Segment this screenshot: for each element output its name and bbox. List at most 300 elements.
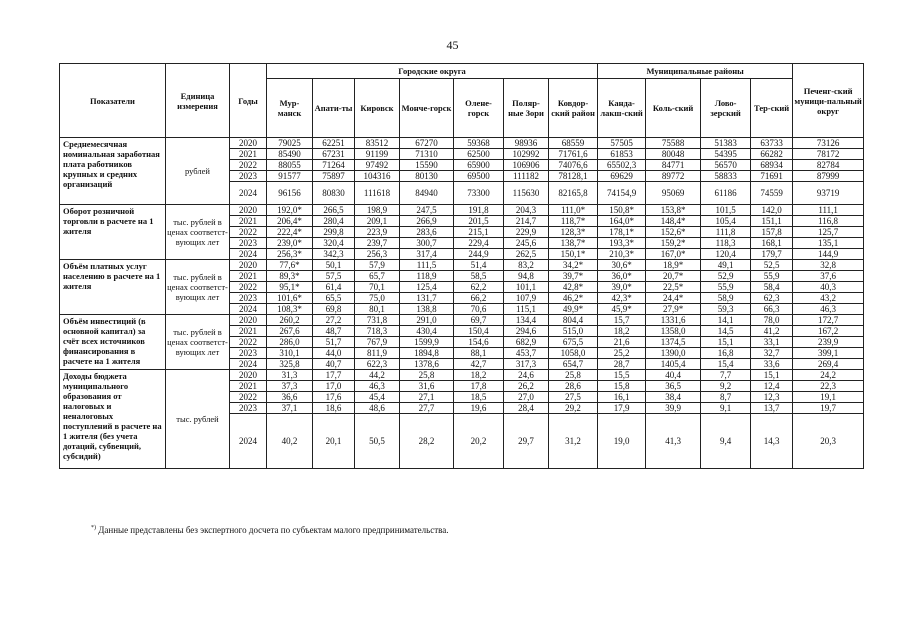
value-cell: 98936 <box>504 138 549 149</box>
value-cell: 19,1 <box>793 392 864 403</box>
value-cell: 52,9 <box>701 271 751 282</box>
value-cell: 18,6 <box>313 403 355 414</box>
value-cell: 21,6 <box>598 337 646 348</box>
value-cell: 17,0 <box>313 381 355 392</box>
value-cell: 20,1 <box>313 414 355 469</box>
value-cell: 317,3 <box>504 359 549 370</box>
value-cell: 52,5 <box>751 260 793 271</box>
value-cell: 39,9 <box>646 403 701 414</box>
value-cell: 36,0* <box>598 271 646 282</box>
header-col-murmansk: Мур-манск <box>267 79 313 138</box>
value-cell: 201,5 <box>454 216 504 227</box>
value-cell: 17,6 <box>313 392 355 403</box>
value-cell: 101,6* <box>267 293 313 304</box>
value-cell: 29,7 <box>504 414 549 469</box>
value-cell: 63733 <box>751 138 793 149</box>
value-cell: 148,4* <box>646 216 701 227</box>
value-cell: 178,1* <box>598 227 646 238</box>
value-cell: 18,2 <box>454 370 504 381</box>
value-cell: 70,1 <box>355 282 400 293</box>
value-cell: 25,8 <box>549 370 598 381</box>
value-cell: 767,9 <box>355 337 400 348</box>
value-cell: 14,5 <box>701 326 751 337</box>
value-cell: 134,4 <box>504 315 549 326</box>
value-cell: 71264 <box>313 160 355 171</box>
value-cell: 58,5 <box>454 271 504 282</box>
value-cell: 152,6* <box>646 227 701 238</box>
value-cell: 17,9 <box>598 403 646 414</box>
value-cell: 9,2 <box>701 381 751 392</box>
value-cell: 15,1 <box>701 337 751 348</box>
year-cell: 2020 <box>230 138 267 149</box>
value-cell: 267,6 <box>267 326 313 337</box>
statistics-table-container <box>59 63 863 469</box>
value-cell: 105,4 <box>701 216 751 227</box>
table-header <box>60 64 864 138</box>
value-cell: 153,8* <box>646 205 701 216</box>
value-cell: 214,7 <box>504 216 549 227</box>
value-cell: 48,6 <box>355 403 400 414</box>
value-cell: 150,8* <box>598 205 646 216</box>
value-cell: 85490 <box>267 149 313 160</box>
value-cell: 27,0 <box>504 392 549 403</box>
value-cell: 40,4 <box>646 370 701 381</box>
value-cell: 286,0 <box>267 337 313 348</box>
value-cell: 144,9 <box>793 249 864 260</box>
value-cell: 210,3* <box>598 249 646 260</box>
value-cell: 101,5 <box>701 205 751 216</box>
value-cell: 22,5* <box>646 282 701 293</box>
footnote <box>91 525 449 535</box>
value-cell: 19,0 <box>598 414 646 469</box>
header-col-pechenga: Печенг-ский муници-пальный округ <box>793 64 864 138</box>
value-cell: 106906 <box>504 160 549 171</box>
value-cell: 46,2* <box>549 293 598 304</box>
value-cell: 17,7 <box>313 370 355 381</box>
value-cell: 61,4 <box>313 282 355 293</box>
value-cell: 18,9* <box>646 260 701 271</box>
year-cell: 2021 <box>230 149 267 160</box>
value-cell: 15,7 <box>598 315 646 326</box>
value-cell: 69,7 <box>454 315 504 326</box>
value-cell: 15590 <box>400 160 454 171</box>
value-cell: 59,3 <box>701 304 751 315</box>
year-cell: 2021 <box>230 216 267 227</box>
value-cell: 71691 <box>751 171 793 182</box>
value-cell: 59368 <box>454 138 504 149</box>
value-cell: 15,8 <box>598 381 646 392</box>
value-cell: 804,4 <box>549 315 598 326</box>
value-cell: 229,9 <box>504 227 549 238</box>
value-cell: 239,0* <box>267 238 313 249</box>
value-cell: 14,1 <box>701 315 751 326</box>
year-cell: 2020 <box>230 315 267 326</box>
value-cell: 15,1 <box>751 370 793 381</box>
value-cell: 95069 <box>646 182 701 205</box>
value-cell: 82165,8 <box>549 182 598 205</box>
value-cell: 50,5 <box>355 414 400 469</box>
value-cell: 65900 <box>454 160 504 171</box>
value-cell: 14,3 <box>751 414 793 469</box>
table-row <box>60 138 864 149</box>
value-cell: 245,6 <box>504 238 549 249</box>
value-cell: 229,4 <box>454 238 504 249</box>
value-cell: 97492 <box>355 160 400 171</box>
year-cell: 2022 <box>230 282 267 293</box>
value-cell: 27,2 <box>313 315 355 326</box>
value-cell: 28,7 <box>598 359 646 370</box>
value-cell: 239,7 <box>355 238 400 249</box>
value-cell: 1894,8 <box>400 348 454 359</box>
header-col-kola: Коль-ский <box>646 79 701 138</box>
value-cell: 159,2* <box>646 238 701 249</box>
value-cell: 69629 <box>598 171 646 182</box>
value-cell: 453,7 <box>504 348 549 359</box>
value-cell: 262,5 <box>504 249 549 260</box>
table-row <box>60 260 864 271</box>
header-unit: Единица измерения <box>166 64 230 138</box>
value-cell: 37,6 <box>793 271 864 282</box>
value-cell: 179,7 <box>751 249 793 260</box>
value-cell: 39,0* <box>598 282 646 293</box>
value-cell: 67270 <box>400 138 454 149</box>
value-cell: 42,3* <box>598 293 646 304</box>
value-cell: 256,3 <box>355 249 400 260</box>
value-cell: 42,7 <box>454 359 504 370</box>
value-cell: 15,5 <box>598 370 646 381</box>
value-cell: 8,7 <box>701 392 751 403</box>
value-cell: 38,4 <box>646 392 701 403</box>
value-cell: 317,4 <box>400 249 454 260</box>
value-cell: 135,1 <box>793 238 864 249</box>
value-cell: 167,0* <box>646 249 701 260</box>
value-cell: 33,6 <box>751 359 793 370</box>
value-cell: 91577 <box>267 171 313 182</box>
value-cell: 71310 <box>400 149 454 160</box>
value-cell: 74154,9 <box>598 182 646 205</box>
value-cell: 1374,5 <box>646 337 701 348</box>
value-cell: 68934 <box>751 160 793 171</box>
value-cell: 291,0 <box>400 315 454 326</box>
value-cell: 19,7 <box>793 403 864 414</box>
value-cell: 62,3 <box>751 293 793 304</box>
value-cell: 36,5 <box>646 381 701 392</box>
value-cell: 56570 <box>701 160 751 171</box>
value-cell: 294,6 <box>504 326 549 337</box>
value-cell: 67231 <box>313 149 355 160</box>
unit-label: тыс. рублей в ценах соответст-вующих лет <box>166 315 230 370</box>
value-cell: 88055 <box>267 160 313 171</box>
value-cell: 57,9 <box>355 260 400 271</box>
value-cell: 30,6* <box>598 260 646 271</box>
value-cell: 75897 <box>313 171 355 182</box>
value-cell: 55,9 <box>701 282 751 293</box>
value-cell: 17,8 <box>454 381 504 392</box>
value-cell: 206,4* <box>267 216 313 227</box>
value-cell: 111,5 <box>400 260 454 271</box>
value-cell: 9,1 <box>701 403 751 414</box>
value-cell: 45,9* <box>598 304 646 315</box>
year-cell: 2020 <box>230 260 267 271</box>
value-cell: 66,2 <box>454 293 504 304</box>
value-cell: 84771 <box>646 160 701 171</box>
value-cell: 22,3 <box>793 381 864 392</box>
value-cell: 120,4 <box>701 249 751 260</box>
value-cell: 62500 <box>454 149 504 160</box>
value-cell: 68559 <box>549 138 598 149</box>
value-cell: 154,6 <box>454 337 504 348</box>
value-cell: 299,8 <box>313 227 355 238</box>
value-cell: 164,0* <box>598 216 646 227</box>
value-cell: 61186 <box>701 182 751 205</box>
value-cell: 74076,6 <box>549 160 598 171</box>
value-cell: 29,2 <box>549 403 598 414</box>
value-cell: 78,0 <box>751 315 793 326</box>
year-cell: 2024 <box>230 304 267 315</box>
value-cell: 115,1 <box>504 304 549 315</box>
value-cell: 280,4 <box>313 216 355 227</box>
value-cell: 70,6 <box>454 304 504 315</box>
value-cell: 16,8 <box>701 348 751 359</box>
value-cell: 25,2 <box>598 348 646 359</box>
value-cell: 42,8* <box>549 282 598 293</box>
header-col-polyarnye-zori: Поляр-ные Зори <box>504 79 549 138</box>
value-cell: 37,1 <box>267 403 313 414</box>
value-cell: 51,4 <box>454 260 504 271</box>
value-cell: 150,1* <box>549 249 598 260</box>
value-cell: 101,1 <box>504 282 549 293</box>
value-cell: 36,6 <box>267 392 313 403</box>
year-cell: 2020 <box>230 205 267 216</box>
value-cell: 39,7* <box>549 271 598 282</box>
value-cell: 1358,0 <box>646 326 701 337</box>
value-cell: 168,1 <box>751 238 793 249</box>
value-cell: 93719 <box>793 182 864 205</box>
table-row <box>60 370 864 381</box>
value-cell: 260,2 <box>267 315 313 326</box>
value-cell: 1405,4 <box>646 359 701 370</box>
year-cell: 2023 <box>230 403 267 414</box>
header-col-apatity: Апати-ты <box>313 79 355 138</box>
value-cell: 269,4 <box>793 359 864 370</box>
value-cell: 34,2* <box>549 260 598 271</box>
value-cell: 66,3 <box>751 304 793 315</box>
value-cell: 107,9 <box>504 293 549 304</box>
value-cell: 27,5 <box>549 392 598 403</box>
value-cell: 57505 <box>598 138 646 149</box>
page-number: 45 <box>446 38 459 52</box>
value-cell: 18,5 <box>454 392 504 403</box>
value-cell: 266,5 <box>313 205 355 216</box>
value-cell: 89772 <box>646 171 701 182</box>
value-cell: 88,1 <box>454 348 504 359</box>
value-cell: 49,1 <box>701 260 751 271</box>
value-cell: 115630 <box>504 182 549 205</box>
value-cell: 44,0 <box>313 348 355 359</box>
value-cell: 24,4* <box>646 293 701 304</box>
table-row <box>60 315 864 326</box>
value-cell: 28,4 <box>504 403 549 414</box>
year-cell: 2023 <box>230 348 267 359</box>
value-cell: 65502,3 <box>598 160 646 171</box>
year-cell: 2024 <box>230 182 267 205</box>
value-cell: 27,1 <box>400 392 454 403</box>
value-cell: 20,3 <box>793 414 864 469</box>
value-cell: 84940 <box>400 182 454 205</box>
value-cell: 62,2 <box>454 282 504 293</box>
value-cell: 82784 <box>793 160 864 171</box>
value-cell: 193,3* <box>598 238 646 249</box>
value-cell: 244,9 <box>454 249 504 260</box>
year-cell: 2024 <box>230 359 267 370</box>
value-cell: 31,3 <box>267 370 313 381</box>
value-cell: 811,9 <box>355 348 400 359</box>
value-cell: 44,2 <box>355 370 400 381</box>
value-cell: 515,0 <box>549 326 598 337</box>
value-cell: 111,1 <box>793 205 864 216</box>
value-cell: 198,9 <box>355 205 400 216</box>
value-cell: 111,8 <box>701 227 751 238</box>
header-col-lovozero: Лово-зерский <box>701 79 751 138</box>
value-cell: 65,5 <box>313 293 355 304</box>
value-cell: 78128,1 <box>549 171 598 182</box>
year-cell: 2021 <box>230 271 267 282</box>
value-cell: 87999 <box>793 171 864 182</box>
value-cell: 48,7 <box>313 326 355 337</box>
year-cell: 2021 <box>230 326 267 337</box>
value-cell: 24,6 <box>504 370 549 381</box>
value-cell: 33,1 <box>751 337 793 348</box>
value-cell: 46,3 <box>793 304 864 315</box>
value-cell: 266,9 <box>400 216 454 227</box>
value-cell: 58,4 <box>751 282 793 293</box>
value-cell: 215,1 <box>454 227 504 238</box>
value-cell: 157,8 <box>751 227 793 238</box>
value-cell: 80048 <box>646 149 701 160</box>
header-col-kovdor: Ковдор-ский район <box>549 79 598 138</box>
value-cell: 192,0* <box>267 205 313 216</box>
year-cell: 2021 <box>230 381 267 392</box>
value-cell: 191,8 <box>454 205 504 216</box>
value-cell: 95,1* <box>267 282 313 293</box>
unit-label: тыс. рублей <box>166 370 230 469</box>
value-cell: 430,4 <box>400 326 454 337</box>
value-cell: 125,7 <box>793 227 864 238</box>
value-cell: 19,6 <box>454 403 504 414</box>
value-cell: 300,7 <box>400 238 454 249</box>
header-col-kandalaksha: Канда-лакш-ский <box>598 79 646 138</box>
value-cell: 54395 <box>701 149 751 160</box>
value-cell: 654,7 <box>549 359 598 370</box>
value-cell: 80,1 <box>355 304 400 315</box>
year-cell: 2024 <box>230 249 267 260</box>
value-cell: 128,3* <box>549 227 598 238</box>
header-group-districts: Муниципальные районы <box>598 64 793 79</box>
value-cell: 209,1 <box>355 216 400 227</box>
value-cell: 89,3* <box>267 271 313 282</box>
value-cell: 342,3 <box>313 249 355 260</box>
value-cell: 41,3 <box>646 414 701 469</box>
value-cell: 15,4 <box>701 359 751 370</box>
value-cell: 28,2 <box>400 414 454 469</box>
value-cell: 131,7 <box>400 293 454 304</box>
value-cell: 61853 <box>598 149 646 160</box>
value-cell: 37,3 <box>267 381 313 392</box>
value-cell: 12,4 <box>751 381 793 392</box>
value-cell: 104316 <box>355 171 400 182</box>
value-cell: 118,7* <box>549 216 598 227</box>
indicator-label: Оборот розничной торговли в расчете на 1 жителя <box>60 205 166 260</box>
value-cell: 83,2 <box>504 260 549 271</box>
unit-label: тыс. рублей в ценах соответст-вующих лет <box>166 205 230 260</box>
value-cell: 204,3 <box>504 205 549 216</box>
year-cell: 2022 <box>230 392 267 403</box>
value-cell: 142,0 <box>751 205 793 216</box>
value-cell: 20,2 <box>454 414 504 469</box>
value-cell: 96156 <box>267 182 313 205</box>
value-cell: 172,7 <box>793 315 864 326</box>
year-cell: 2022 <box>230 227 267 238</box>
value-cell: 622,3 <box>355 359 400 370</box>
header-group-cities: Городские округа <box>267 64 598 79</box>
indicator-label: Доходы бюджета муниципального образования от налоговых и неналоговых поступлений в расчете на 1 жителя (без учета дотаций, субвенций, субсидий) <box>60 370 166 469</box>
value-cell: 102992 <box>504 149 549 160</box>
value-cell: 239,9 <box>793 337 864 348</box>
value-cell: 73126 <box>793 138 864 149</box>
indicator-label: Среднемесячная номинальная заработная плата работников крупных и средних организаций <box>60 138 166 205</box>
value-cell: 41,2 <box>751 326 793 337</box>
value-cell: 108,3* <box>267 304 313 315</box>
value-cell: 151,1 <box>751 216 793 227</box>
value-cell: 247,5 <box>400 205 454 216</box>
value-cell: 51383 <box>701 138 751 149</box>
header-indicators: Показатели <box>60 64 166 138</box>
value-cell: 222,4* <box>267 227 313 238</box>
value-cell: 55,9 <box>751 271 793 282</box>
value-cell: 74559 <box>751 182 793 205</box>
year-cell: 2020 <box>230 370 267 381</box>
value-cell: 1058,0 <box>549 348 598 359</box>
header-col-olenegorsk: Олене-горск <box>454 79 504 138</box>
value-cell: 1378,6 <box>400 359 454 370</box>
value-cell: 320,4 <box>313 238 355 249</box>
indicator-label: Объём инвестиций (в основной капитал) за счёт всех источников финансирования в расчете на 1 жителя <box>60 315 166 370</box>
value-cell: 138,7* <box>549 238 598 249</box>
value-cell: 16,1 <box>598 392 646 403</box>
value-cell: 80130 <box>400 171 454 182</box>
value-cell: 125,4 <box>400 282 454 293</box>
year-cell: 2023 <box>230 293 267 304</box>
value-cell: 118,3 <box>701 238 751 249</box>
value-cell: 116,8 <box>793 216 864 227</box>
header-col-kirovsk: Кировск <box>355 79 400 138</box>
value-cell: 75588 <box>646 138 701 149</box>
value-cell: 399,1 <box>793 348 864 359</box>
value-cell: 167,2 <box>793 326 864 337</box>
value-cell: 283,6 <box>400 227 454 238</box>
value-cell: 18,2 <box>598 326 646 337</box>
year-cell: 2023 <box>230 238 267 249</box>
value-cell: 256,3* <box>267 249 313 260</box>
year-cell: 2023 <box>230 171 267 182</box>
value-cell: 40,2 <box>267 414 313 469</box>
value-cell: 83512 <box>355 138 400 149</box>
value-cell: 32,8 <box>793 260 864 271</box>
value-cell: 27,7 <box>400 403 454 414</box>
value-cell: 65,7 <box>355 271 400 282</box>
year-cell: 2022 <box>230 160 267 171</box>
value-cell: 7,7 <box>701 370 751 381</box>
